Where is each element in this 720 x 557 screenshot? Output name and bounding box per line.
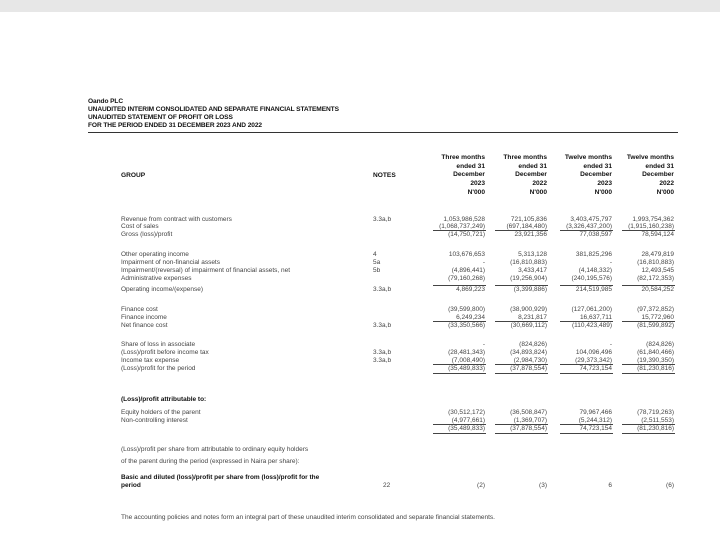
row-label: (Loss)/profit before income tax [121, 349, 209, 356]
total-underline [622, 364, 675, 365]
total-underline [560, 433, 613, 434]
row-value: (35,489,833) [448, 365, 485, 372]
row-value: 381,825,296 [575, 251, 612, 258]
row-value: (29,373,342) [575, 357, 612, 364]
notes-heading: NOTES [373, 172, 396, 179]
total-underline [622, 433, 675, 434]
row-value: (16,810,883) [637, 259, 674, 266]
row-value: (19,390,350) [637, 357, 674, 364]
row-value: (28,481,343) [448, 349, 485, 356]
total-underline [622, 230, 675, 231]
row-value: 5,313,128 [518, 251, 547, 258]
total-underline [560, 285, 613, 286]
total-underline [433, 433, 486, 434]
row-label: Non-controlling interest [121, 417, 188, 424]
row-value: (7,008,490) [451, 357, 485, 364]
header-rule [88, 132, 678, 133]
row-value: 4,869,223 [456, 286, 485, 293]
row-value: (30,669,112) [510, 322, 547, 329]
row-value: - [482, 341, 485, 348]
row-note: 3.3a,b [373, 286, 392, 293]
row-value: (2) [477, 482, 485, 489]
row-label: Net finance cost [121, 322, 168, 329]
statement-set-title: UNAUDITED INTERIM CONSOLIDATED AND SEPARATE FINANCIAL STATEMENTS [88, 106, 339, 113]
total-underline [433, 321, 486, 322]
row-value: (33,350,566) [448, 322, 485, 329]
total-underline [622, 321, 675, 322]
row-value: (35,489,833) [448, 425, 485, 432]
row-label: Cost of sales [121, 223, 159, 230]
row-value: (3,326,437,200) [566, 223, 612, 230]
row-value: 1,053,986,528 [443, 216, 485, 223]
row-value: (5,244,312) [578, 417, 612, 424]
row-label: Impairment of non-financial assets [121, 259, 220, 266]
total-underline [495, 424, 548, 425]
row-value: (2,984,730) [513, 357, 547, 364]
period-title: FOR THE PERIOD ENDED 31 DECEMBER 2023 AND 2022 [88, 122, 262, 129]
column-header-3: Twelve months ended 31 December 2023 N'000 [564, 154, 612, 196]
row-label: (Loss)/profit for the period [121, 365, 196, 372]
row-value: 23,921,356 [514, 231, 547, 238]
total-underline [433, 285, 486, 286]
row-value: (81,599,892) [637, 322, 674, 329]
row-note: 3.3a,b [373, 357, 392, 364]
row-label: Income tax expense [121, 357, 180, 364]
row-value: (81,230,816) [637, 425, 674, 432]
top-bar [0, 0, 720, 12]
row-value: 28,479,819 [641, 251, 674, 258]
row-value: 103,676,653 [448, 251, 485, 258]
row-value: (697,184,480) [506, 223, 547, 230]
total-underline [560, 321, 613, 322]
row-value: (37,878,554) [510, 425, 547, 432]
row-note: 5a [373, 259, 381, 266]
row-value: (4,896,441) [451, 267, 485, 274]
total-underline [433, 373, 486, 374]
row-value: (2,511,553) [641, 417, 674, 424]
row-value: 721,105,836 [510, 216, 547, 223]
row-value: (3,399,886) [513, 286, 547, 293]
row-label: Equity holders of the parent [121, 409, 201, 416]
row-value: - [609, 341, 612, 348]
row-value: (16,810,883) [510, 259, 547, 266]
row-label: Basic and diluted (loss)/profit per share from (loss)/profit for the [121, 474, 320, 481]
row-value: 3,403,475,797 [570, 216, 612, 223]
row-value: (824,826) [519, 341, 547, 348]
row-label: Operating income/(expense) [121, 286, 204, 293]
row-note: 3.3a,b [373, 322, 392, 329]
row-value: (110,423,489) [572, 322, 612, 329]
total-underline [495, 433, 548, 434]
column-header-2: Three months ended 31 December 2022 N'000 [503, 154, 547, 196]
total-underline [560, 373, 613, 374]
row-value: 15,772,960 [641, 314, 674, 321]
total-underline [495, 364, 548, 365]
row-value: 3,433,417 [518, 267, 547, 274]
row-value: (4,148,332) [578, 267, 612, 274]
row-value: 104,096,496 [575, 349, 612, 356]
row-label: Share of loss in associate [121, 341, 196, 348]
total-underline [495, 373, 548, 374]
footer-note: The accounting policies and notes form an integral part of these unaudited interim consolidated and separate financial statements. [121, 514, 495, 521]
row-value: 214,519,985 [575, 286, 612, 293]
row-value: (82,172,353) [637, 275, 674, 282]
row-note: 22 [383, 482, 391, 489]
row-label: Finance income [121, 314, 167, 321]
row-value: - [609, 259, 612, 266]
row-note: 3.3a,b [373, 349, 392, 356]
column-header-4: Twelve months ended 31 December 2022 N'000 [626, 154, 674, 196]
total-underline [560, 424, 613, 425]
row-value: (127,061,200) [571, 306, 612, 313]
row-value: 78,594,124 [641, 231, 674, 238]
total-underline [433, 230, 486, 231]
row-label: (Loss)/profit attributable to: [121, 396, 207, 403]
total-underline [622, 424, 675, 425]
row-value: (3) [539, 482, 547, 489]
row-value: (19,256,904) [510, 275, 547, 282]
row-value: 1,993,754,362 [632, 216, 674, 223]
row-value: (81,230,816) [637, 365, 674, 372]
row-value: (1,068,737,249) [439, 223, 485, 230]
row-label: Gross (loss)/profit [121, 231, 173, 238]
row-label: Finance cost [121, 306, 158, 313]
total-underline [495, 230, 548, 231]
row-value: (38,900,929) [510, 306, 547, 313]
row-value: (61,840,466) [637, 349, 674, 356]
company-name: Oando PLC [88, 98, 123, 105]
row-label: of the parent during the period (expressed in Naira per share): [121, 458, 300, 465]
row-value: (36,508,847) [510, 409, 547, 416]
row-label: Impairment/(reversal) of impairment of financial assets, net [121, 267, 291, 274]
row-note: 5b [373, 267, 381, 274]
row-value: (30,512,172) [448, 409, 485, 416]
row-value: 77,038,597 [579, 231, 612, 238]
row-label: period [121, 482, 141, 489]
total-underline [433, 364, 486, 365]
total-underline [560, 230, 613, 231]
row-value: (824,826) [646, 341, 674, 348]
total-underline [560, 364, 613, 365]
row-value: (1,369,707) [513, 417, 547, 424]
row-value: 74,723,154 [579, 365, 612, 372]
row-value: (37,878,554) [510, 365, 547, 372]
statement-title: UNAUDITED STATEMENT OF PROFIT OR LOSS [88, 114, 233, 121]
row-value: 79,967,466 [579, 409, 612, 416]
row-value: 74,723,154 [579, 425, 612, 432]
row-value: 16,637,711 [579, 314, 612, 321]
row-label: Administrative expenses [121, 275, 192, 282]
row-note: 3.3a,b [373, 216, 392, 223]
row-label: (Loss)/profit per share from attributable to ordinary equity holders [121, 446, 309, 453]
row-value: (78,719,263) [637, 409, 674, 416]
row-value: (14,750,721) [448, 231, 485, 238]
total-underline [622, 285, 675, 286]
row-value: (34,893,824) [510, 349, 547, 356]
total-underline [495, 321, 548, 322]
row-value: 20,584,252 [641, 286, 674, 293]
row-note: 4 [373, 251, 377, 258]
row-label: Other operating income [121, 251, 189, 258]
row-value: (6) [666, 482, 674, 489]
row-value: 8,231,817 [518, 314, 547, 321]
row-value: (4,977,661) [451, 417, 485, 424]
row-value: - [482, 259, 485, 266]
row-value: 6 [608, 482, 612, 489]
row-value: (1,915,160,238) [628, 223, 674, 230]
total-underline [495, 285, 548, 286]
row-value: 12,493,545 [641, 267, 674, 274]
total-underline [622, 373, 675, 374]
group-heading: GROUP [121, 172, 146, 179]
row-label: Revenue from contract with customers [121, 216, 232, 223]
row-value: (39,599,800) [448, 306, 485, 313]
total-underline [433, 424, 486, 425]
row-value: (240,195,576) [571, 275, 612, 282]
column-header-1: Three months ended 31 December 2023 N'000 [441, 154, 485, 196]
row-value: (97,372,852) [637, 306, 674, 313]
row-value: 6,249,234 [456, 314, 485, 321]
row-value: (79,160,268) [448, 275, 485, 282]
